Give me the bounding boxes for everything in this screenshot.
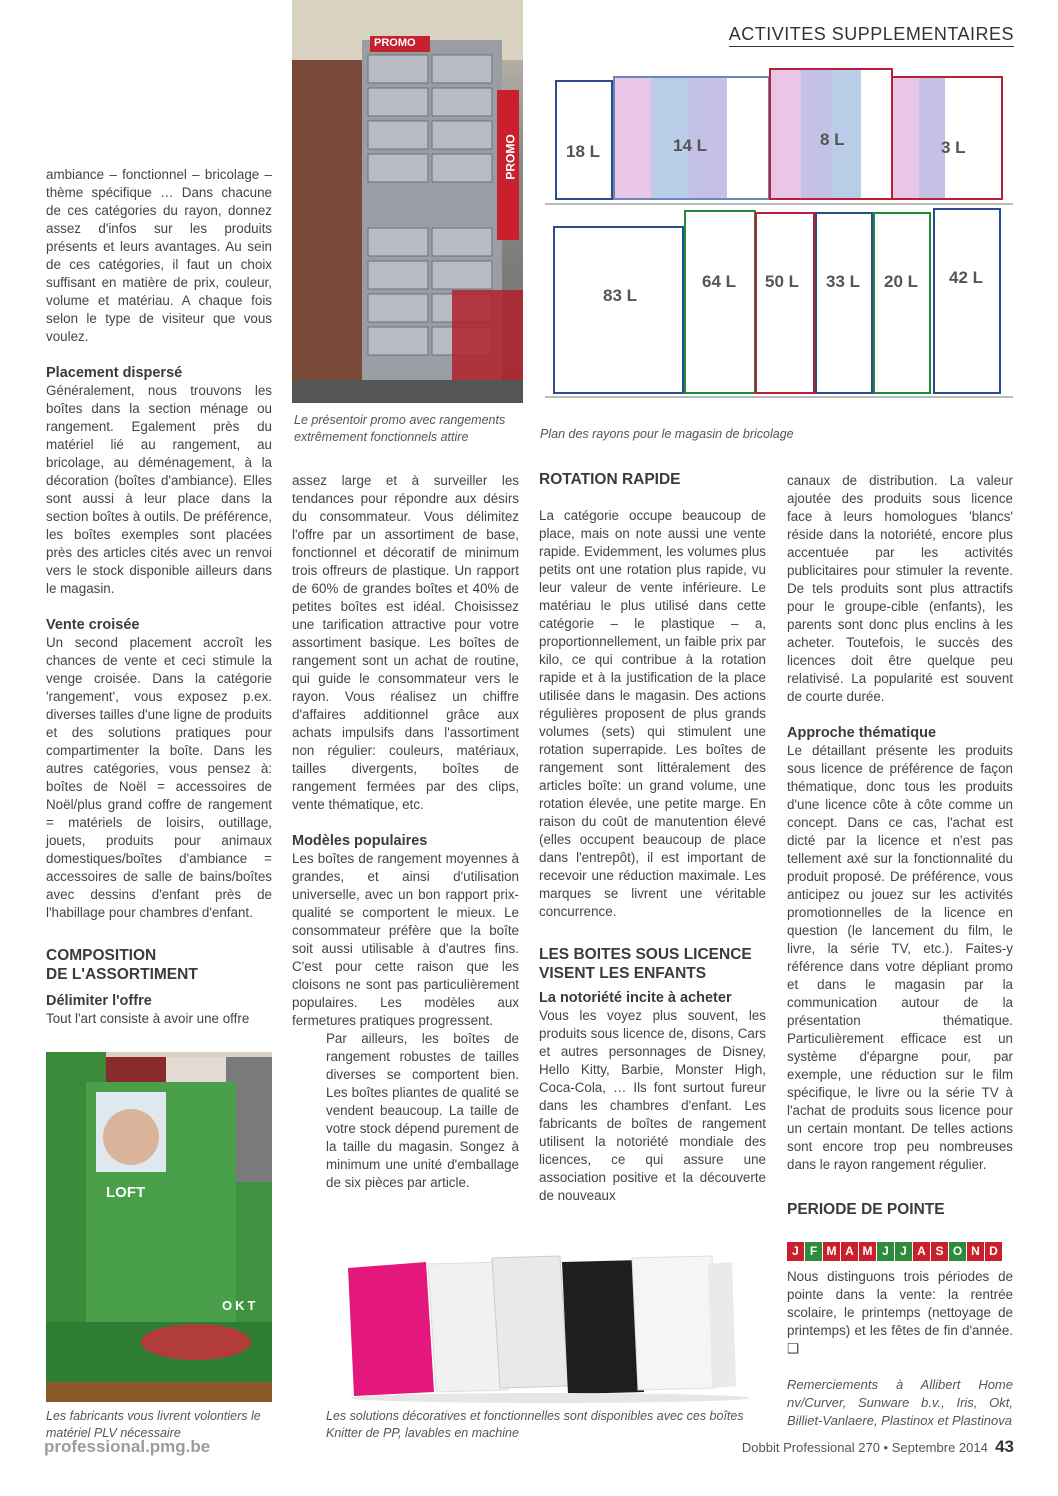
- heading-rotation: ROTATION RAPIDE: [539, 471, 681, 488]
- okt-label: OKT: [222, 1298, 259, 1313]
- heading-placement: Placement dispersé: [46, 365, 183, 381]
- col3-notoriete: Vous les voyez plus souvent, les produits sous licence de, disons, Cars et autres personnages de Disney, Hello Kitty, Barbie, Monster High, Coca-Cola, … Ils font surtout fureur dans les chambres d'enfant. Les fabricants de boîtes de rangement utilisent la notoriété mondiale des licences, ce qui assure une association positive et la découverte de nouveaux: [539, 1008, 766, 1203]
- plan-label: 3 L: [941, 138, 966, 157]
- heading-modeles: Modèles populaires: [292, 833, 428, 849]
- knitter-boxes-photo: [340, 1252, 770, 1404]
- heading-notoriete: La notoriété incite à acheter: [539, 990, 732, 1006]
- promo-caption: Le présentoir promo avec rangements extrêmement fonctionnels attire: [294, 413, 506, 444]
- heading-periode: PERIODE DE POINTE: [787, 1201, 945, 1218]
- month-cell: S: [931, 1242, 948, 1261]
- footer-publication: Dobbit Professional 270 • Septembre 2014 43: [741, 1437, 1014, 1456]
- heading-licence-1: LES BOITES SOUS LICENCE: [539, 946, 752, 963]
- plan-section-20l: [873, 212, 931, 394]
- promo-sign-side: PROMO: [503, 134, 518, 180]
- page-number: 43: [995, 1437, 1014, 1456]
- col3-rotation: La catégorie occupe beaucoup de place, mais on note aussi une vente rapide. Evidemment, les volumes plus petits ont une rotation plus rapide, vu leur valeur de vente inférieure. Le matériau le plus utilisé dans cette catégorie – le plastique – a, proportionnellement, un faible prix par kilo, ce qui contribue à la rotation rapide et à la justification de la place utilisée dans le magasin. Des actions régulières proposent de plus grands volumes (sets) qui stimulent une rotation superrapide. Les boîtes de rangement sont littéralement des articles boîte: un grand volume, une rotation élevée, une petite marge. En raison du coût de manutention élevé (elles occupent beaucoup de place dans l'entrepôt), il est important de recevoir une réduction maximale. Les marques se livrent une véritable concurrence.: [539, 508, 766, 919]
- column-4: [787, 472, 1013, 1219]
- plan-caption: Plan des rayons pour le magasin de bricolage: [540, 427, 794, 441]
- column-2: [292, 472, 519, 1192]
- plan-section-18l: [555, 80, 613, 200]
- column-1: [46, 166, 272, 1028]
- footer-site[interactable]: professional.pmg.be: [44, 1437, 211, 1456]
- month-cell: O: [949, 1242, 966, 1261]
- plan-section-33l: [815, 212, 873, 394]
- heading-composition-1: COMPOSITION: [46, 947, 157, 964]
- month-cell: D: [985, 1242, 1002, 1261]
- col2-p1: assez large et à surveiller les tendances pour répondre aux désirs du consommateur. Vous délimitez l'offre par un assortiment de base, fonctionnel et décoratif de minimum trois offreurs de plastique. Un rapport de 60% de grandes boîtes et 40% de petites boîtes est idéal. Choisissez une tarification attractive pour votre assortiment basique. Les boîtes de rangement sont un achat de routine, qui guide le consommateur vers le rayon. Vous réalisez un chiffre d'affaires additionnel grâce aux achats impulsifs dans l'assortiment non régulier: couleurs, matériaux, tailles divergents, boîtes de rangement fermées par des clips, vente thématique, etc.: [292, 473, 519, 812]
- plan-section-50l: [755, 212, 815, 394]
- knitter-caption: Les solutions décoratives et fonctionnelles sont disponibles avec ces boîtes Knitter de PP, lavables en machine: [326, 1409, 744, 1440]
- column-4-periode: [787, 1268, 1013, 1358]
- col1-delimiter: Tout l'art consiste à avoir une offre: [46, 1011, 250, 1026]
- plan-label: 83 L: [603, 286, 638, 305]
- plan-label: 8 L: [820, 130, 845, 149]
- section-header: ACTIVITES SUPPLEMENTAIRES: [729, 24, 1014, 47]
- store-plan: [545, 66, 1015, 406]
- month-cell: N: [967, 1242, 984, 1261]
- plan-label: 20 L: [884, 272, 919, 291]
- plan-label: 50 L: [765, 272, 800, 291]
- plan-section-64l: [684, 210, 756, 394]
- plan-label: 33 L: [826, 272, 861, 291]
- col4-p1: canaux de distribution. La valeur ajoutée des produits sous licence face à leurs homologues 'blancs' réside dans la notoriété, encore plus accentuée par les activités publicitaires pour stimuler la revente. De tels produits sont plus attractifs pour le groupe-cible (enfants), les parents sont donc plus enclins à les acheter. Toutefois, le succès des licences doit être quelque peu relativisé. La popularité est souvent de courte durée.: [787, 473, 1013, 704]
- month-cell: A: [841, 1242, 858, 1261]
- month-cell: J: [877, 1242, 894, 1261]
- month-cell: F: [805, 1242, 822, 1261]
- plan-label: 64 L: [702, 272, 737, 291]
- plv-caption: Les fabricants vous livrent volontiers le matériel PLV nécessaire: [46, 1409, 261, 1440]
- plan-label: 14 L: [673, 136, 708, 155]
- promo-display-photo: [292, 0, 523, 403]
- end-mark: ❑: [787, 1341, 800, 1356]
- column-3: [539, 470, 766, 1205]
- plv-display-photo: [46, 1052, 272, 1402]
- heading-vente: Vente croisée: [46, 617, 140, 633]
- thanks-note: Remerciements à Allibert Home nv/Curver, Sunware b.v., Iris, Okt, Billiet-Vanlaere, Plastinox et Plastinova: [787, 1377, 1013, 1428]
- heading-composition-2: DE L'ASSORTIMENT: [46, 966, 198, 983]
- heading-approche: Approche thématique: [787, 725, 937, 741]
- col4-periode: Nous distinguons trois périodes de pointe dans la vente: la rentrée scolaire, le printemps (nettoyage de printemps) et les fêtes de fin d'année. ❑: [787, 1269, 1013, 1356]
- plan-label: 18 L: [566, 142, 601, 161]
- plan-section-42l: [933, 208, 1001, 394]
- heading-licence-2: VISENT LES ENFANTS: [539, 965, 707, 982]
- month-strip: [787, 1242, 1003, 1261]
- col1-vente: Un second placement accroît les chances de vente et ceci stimule la venge croisée. Dans la catégorie 'rangement', vous exposez p.ex. diverses tailles d'une ligne de produits et des solutions pratiques pour compartimenter la boîte. Dans les autres catégories, vous pensez à: boîtes de Noël = accessoires de Noël/plus grand coffre de rangement = matériels de loisirs, outillage, jouets, produits pour animaux domestiques/boîtes d'ambiance = accessoires de salle de bains/boîtes avec dessins d'enfant près de l'habillage pour chambres d'enfant.: [46, 635, 272, 920]
- col2-ailleurs: Par ailleurs, les boîtes de rangement robustes de tailles diverses se comportent bien. Les boîtes pliantes de qualité se vendent beaucoup. La taille de votre stock dépend purement de la taille du magasin. Songez à minimum une unité d'emballage de six pièces par article.: [326, 1031, 519, 1190]
- month-cell: J: [787, 1242, 804, 1261]
- month-cell: A: [913, 1242, 930, 1261]
- col2-modeles: Les boîtes de rangement moyennes à grandes, et ainsi d'utilisation universelle, avec un bon rapport prix-qualité se comportent le mieux. Le consommateur préfère que la boîte soit aussi utilisable à d'autres fins. C'est pour cette raison que les cloisons ne sont pas particulièrement populaires. Les modèles aux fermetures pratiques progressent.: [292, 851, 519, 1028]
- month-cell: J: [895, 1242, 912, 1261]
- plan-section-83l: [553, 226, 684, 394]
- plan-label: 42 L: [949, 268, 984, 287]
- col1-intro: ambiance – fonctionnel – bricolage – thème spécifique … Dans chacune de ces catégories du rayon, donnez assez d'infos sur les produits présents et leurs avantages. Au sein de ces catégories, il faut un choix suffisant en matière de prix, couleur, volume et matériau. A chaque fois selon le type de visiteur que vous voulez.: [46, 167, 272, 344]
- month-cell: M: [823, 1242, 840, 1261]
- loft-label: LOFT: [106, 1184, 146, 1201]
- heading-delimiter: Délimiter l'offre: [46, 993, 152, 1009]
- promo-sign-top: PROMO: [374, 37, 416, 49]
- month-cell: M: [859, 1242, 876, 1261]
- col4-approche: Le détaillant présente les produits sous licence de préférence de façon thématique, donc tous les produits d'une licence côte à côte comme un concept. Dans ce cas, l'achat est dicté par la licence et n'est pas tellement axé sur la fonctionnalité du produit proposé. De préférence, vous anticipez ou jouez sur les activités promotionnelles de la licence en question (le lancement du film, le livre, la série TV, etc.). Faites-y référence dans votre dépliant promo et dans le magasin par la communication autour de la présentation thématique. Particulièrement efficace est un système d'épargne pour, par exemple, une réduction sur le film spécifique, le livre ou la série TV à l'achat de produits sous licence pour un certain montant. De telles actions sont encore trop peu nombreuses dans le rayon rangement régulier.: [787, 743, 1013, 1172]
- col1-placement: Généralement, nous trouvons les boîtes dans la section ménage ou rangement. Egalement près du matériel lié au rangement, au bricolage, au déménagement, à la décoration (boîtes d'ambiance). Elles sont aussi à leur place dans la section boîtes à outils. De préférence, les boîtes exemples sont placées près des articles cités avec un renvoi vers le stock disponible ailleurs dans le magasin.: [46, 383, 272, 596]
